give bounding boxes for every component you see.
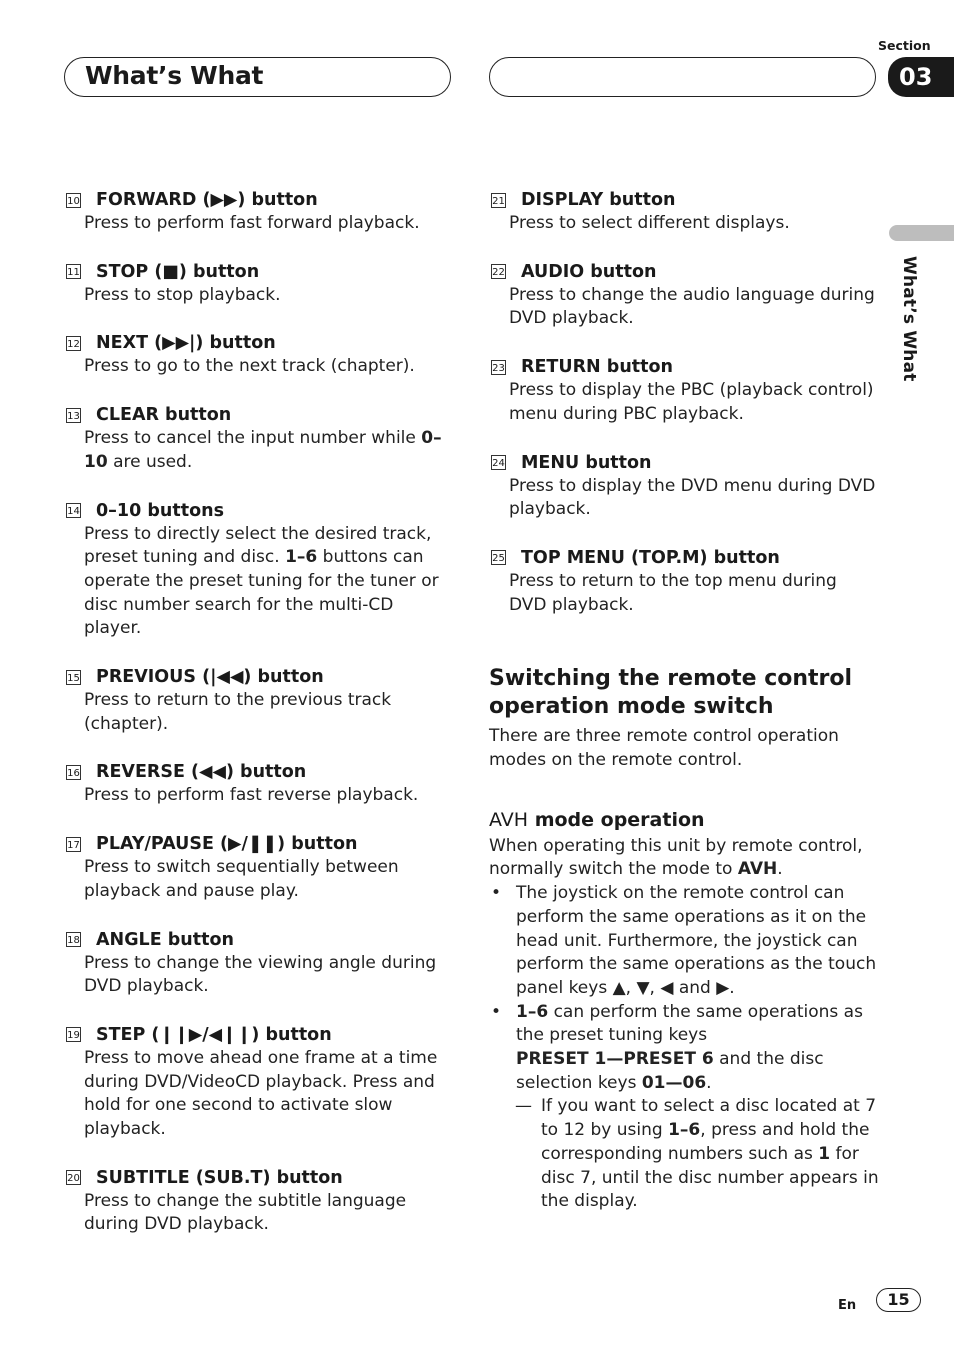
item-description: Press to change the audio language during DVD playback. xyxy=(509,284,875,329)
item-forward xyxy=(64,188,454,236)
item-title: NEXT (▶▶|) button xyxy=(96,333,276,354)
language-label: En xyxy=(838,1298,857,1313)
item-title: PLAY/PAUSE (▶/❚❚) button xyxy=(96,834,358,855)
section-number-badge: 03 xyxy=(888,57,954,97)
item-menu xyxy=(489,451,879,522)
item-description: Press to stop playback. xyxy=(84,284,281,305)
item-title: 0–10 buttons xyxy=(96,500,224,521)
item-number: 12 xyxy=(66,336,81,351)
item-number: 11 xyxy=(66,264,81,279)
item-description: Press to go to the next track (chapter). xyxy=(84,356,415,377)
page-number: 15 xyxy=(876,1288,921,1312)
item-title: SUBTITLE (SUB.T) button xyxy=(96,1167,343,1188)
bullet-joystick: • The joystick on the remote control can perform the same operations as it on the head unit. Furthermore, the joystick can perform the same operations as the touch panel keys ▲, ▼, ◀ and ▶. xyxy=(491,883,877,998)
item-description: Press to perform fast reverse playback. xyxy=(84,785,419,806)
item-description: Press to cancel the input number while 0–10 are used. xyxy=(84,428,442,472)
item-title: PREVIOUS (|◀◀) button xyxy=(96,667,324,688)
item-top-menu xyxy=(489,546,879,617)
item-angle xyxy=(64,928,454,999)
item-description: Press to perform fast forward playback. xyxy=(84,213,420,233)
item-number: 13 xyxy=(66,408,81,423)
item-description: Press to return to the previous track (chapter). xyxy=(84,690,392,734)
item-number: 14 xyxy=(66,503,81,518)
item-number: 24 xyxy=(491,455,506,470)
item-title: CLEAR button xyxy=(96,405,232,426)
item-number: 22 xyxy=(491,264,506,279)
side-tab-marker xyxy=(889,225,954,241)
sub-heading: AVH mode operation xyxy=(489,808,705,831)
item-title: REVERSE (◀◀) button xyxy=(96,762,307,783)
page-title: What’s What xyxy=(85,61,264,90)
item-description: Press to display the PBC (playback control) menu during PBC playback. xyxy=(509,380,874,424)
item-description: Press to select different displays. xyxy=(509,213,790,233)
item-play-pause xyxy=(64,832,454,903)
item-number: 10 xyxy=(66,193,81,208)
item-next xyxy=(64,331,454,379)
mode-paragraph: When operating this unit by remote control, normally switch the mode to AVH. xyxy=(489,835,863,880)
item-description: Press to directly select the desired track, preset tuning and disc. 1–6 buttons can operate the preset tuning for the tuner or disc number search for the multi-CD player. xyxy=(84,523,439,639)
item-audio xyxy=(489,260,879,331)
item-number: 16 xyxy=(66,765,81,780)
side-tab-label: What’s What xyxy=(899,256,919,382)
right-column xyxy=(489,188,879,1214)
title-frame xyxy=(64,57,451,97)
item-title: ANGLE button xyxy=(96,929,234,950)
item-description: Press to change the subtitle language during DVD playback. xyxy=(84,1190,407,1235)
item-description: Press to display the DVD menu during DVD playback. xyxy=(509,475,876,520)
item-title: DISPLAY button xyxy=(521,190,676,210)
item-step xyxy=(64,1023,454,1142)
item-title: TOP MENU (TOP.M) button xyxy=(521,547,780,568)
bullet-preset: • 1–6 can perform the same operations as the preset tuning keys PRESET 1—PRESET 6 and the disc selection keys 01—06. xyxy=(491,1001,863,1093)
item-return xyxy=(489,355,879,426)
item-title: MENU button xyxy=(521,452,652,473)
item-clear xyxy=(64,403,454,474)
item-subtitle xyxy=(64,1166,454,1237)
section-label: Section xyxy=(878,38,931,53)
item-number: 17 xyxy=(66,837,81,852)
item-number: 25 xyxy=(491,550,506,565)
item-title: STOP (■) button xyxy=(96,261,260,282)
section-heading: Switching the remote control operation mode switch xyxy=(489,666,853,720)
item-description: Press to change the viewing angle during DVD playback. xyxy=(84,952,437,997)
header-frame-right xyxy=(489,57,876,97)
item-title: AUDIO button xyxy=(521,261,657,282)
item-stop xyxy=(64,260,454,308)
section-intro: There are three remote control operation modes on the remote control. xyxy=(489,726,839,771)
item-title: RETURN button xyxy=(521,357,673,378)
item-number: 18 xyxy=(66,932,81,947)
item-display xyxy=(489,188,879,236)
item-previous xyxy=(64,665,454,736)
item-description: Press to switch sequentially between playback and pause play. xyxy=(84,857,399,901)
item-title: FORWARD (▶▶) button xyxy=(96,190,318,210)
item-number: 19 xyxy=(66,1027,81,1042)
sub-bullet-disc: — If you want to select a disc located at 7 to 12 by using 1–6, press and hold the corresponding numbers such as 1 for disc 7, until the disc number appears in the display. xyxy=(515,1096,879,1212)
item-0-10-buttons xyxy=(64,499,454,642)
item-number: 23 xyxy=(491,360,506,375)
item-number: 21 xyxy=(491,193,506,208)
item-description: Press to return to the top menu during DVD playback. xyxy=(509,570,837,615)
item-reverse xyxy=(64,760,454,808)
item-title: STEP (❙❙▶/◀❙❙) button xyxy=(96,1024,332,1045)
item-description: Press to move ahead one frame at a time during DVD/VideoCD playback. Press and hold for one second to activate slow playback. xyxy=(84,1047,438,1140)
item-number: 15 xyxy=(66,670,81,685)
item-number: 20 xyxy=(66,1170,81,1185)
left-column xyxy=(64,188,454,1237)
